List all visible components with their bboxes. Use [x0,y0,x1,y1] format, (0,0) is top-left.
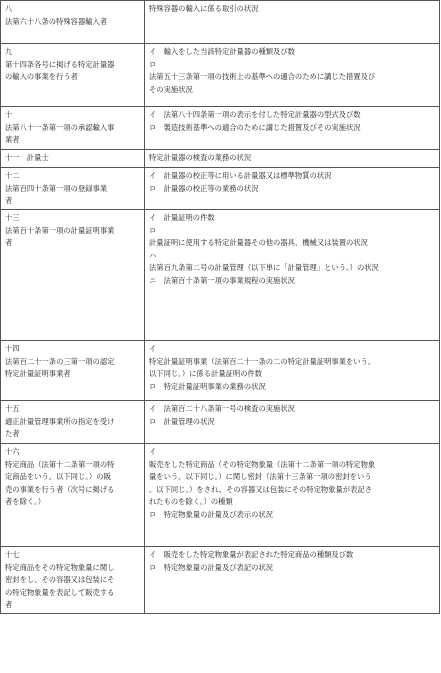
subject-text-line: 九 [5,47,13,56]
subject-text-line: 特定商品（法第十二条第一項の特 [5,459,115,469]
table-row [1,44,440,107]
matters-text-line: れたものを除く。）の種類 [149,497,233,507]
subject-text-line: 十六 [5,447,20,456]
matters-cell [145,444,440,547]
matters-cell [145,1,440,44]
table-row [1,401,440,444]
table-row [1,1,440,44]
table-body [1,1,440,614]
subject-cell [1,401,145,444]
subject-text-line: 十一 計量士 [5,153,49,162]
subject-text-line: 適正計量管理事業所の指定を受け [5,416,115,426]
matters-text-line: ニ 法第百十条第一項の事業規程の実施状況 [149,275,295,285]
subject-text-line: 十五 [5,404,20,413]
matters-text-line: 特定計量器の検査の業務の状況 [149,153,252,162]
subject-text-line: 法第百二十一条の三第一項の認定 [5,356,115,366]
subject-text-line: 者 [5,600,13,610]
subject-cell [1,44,145,107]
matters-text-line: その実施状況 [149,84,193,94]
matters-cell [145,107,440,150]
subject-text-line: 第十四条各号に掲げる特定計量器 [5,59,115,69]
matters-cell [145,210,440,341]
subject-text-line: 十三 [5,213,20,222]
subject-text-line: 特定計量証明事業者 [5,369,71,379]
table-row [1,547,440,614]
matters-text-line: 量をいう。以下同じ。）に関し密封（法第十三条第一項の密封をいう [149,472,372,482]
matters-text-line: ロ 計量器の校正等の業務の状況 [149,183,259,193]
table-row [1,107,440,150]
matters-text-line: 以下同じ。）に係る計量証明の件数 [149,369,263,379]
matters-text-line: イ [149,344,157,353]
subject-text-line: 特定商品をその特定物象量に関し [5,562,115,572]
matters-text-line: ロ 特定計量証明事業の業務の状況 [149,381,266,391]
matters-text-line: ロ 計量管理の状況 [149,416,215,426]
subject-text-line: 者 [5,238,13,248]
subject-text-line: の輸入の事業を行う者 [5,72,78,82]
subject-cell [1,547,145,614]
matters-text-line: ロ 製造技術基準への適合のために講じた措置及びその実施状況 [149,122,361,132]
matters-cell [145,150,440,168]
subject-cell [1,1,145,44]
matters-text-line: ロ 特定物象量の計量及び表示の状況 [149,509,274,519]
subject-text-line: 法第百十条第一項の計量証明事業 [5,225,115,235]
matters-cell [145,168,440,210]
subject-text-line: 十 [5,110,13,119]
matters-text-line: ロ [149,59,157,69]
matters-cell [145,547,440,614]
subject-text-line: 密封をし、その容器又は包装にそ [5,575,115,585]
matters-text-line: 。以下同じ。）をされ、その容器又は包装にその特定物象量が表記さ [149,484,372,494]
table-row [1,168,440,210]
matters-text-line: イ 計量証明の件数 [149,213,215,222]
matters-cell [145,341,440,401]
matters-cell [145,44,440,107]
subject-text-line: 十二 [5,171,20,180]
subject-text-line: 業者 [5,135,20,145]
subject-cell [1,150,145,168]
subject-text-line: 者を除く。） [5,497,45,507]
subject-text-line: の特定物象量を表記して販売する [5,587,115,597]
matters-text-line: ロ [149,225,157,235]
subject-cell [1,168,145,210]
subject-text-line: 十四 [5,344,20,353]
subject-text-line: 八 [5,4,13,13]
matters-text-line: イ 法第百二十八条第一号の検査の実施状況 [149,404,295,413]
subject-cell [1,107,145,150]
matters-text-line: ロ 特定物象量の計量及び表記の状況 [149,562,274,572]
subject-text-line: 十七 [5,550,20,559]
subject-text-line: 法第六十八条の特殊容器輸入者 [5,16,108,26]
matters-text-line: 計量証明に使用する特定計量器その他の器具、機械又は装置の状況 [149,238,368,248]
subject-text-line: 者 [5,196,13,206]
table-row [1,210,440,341]
matters-cell [145,401,440,444]
matters-text-line: 法第五十三条第一項の技術上の基準への適合のために講じた措置及び [149,72,376,82]
subject-text-line: た者 [5,429,20,439]
table-row [1,444,440,547]
matters-text-line: 特殊容器の輸入に係る取引の状況 [149,4,259,13]
table-row [1,150,440,168]
subject-text-line: 法第八十一条第一項の承認輸入事 [5,122,115,132]
matters-text-line: イ [149,447,157,456]
table-row [1,341,440,401]
subject-cell [1,210,145,341]
matters-text-line: イ 輸入をした当該特定計量器の種類及び数 [149,47,295,56]
matters-text-line: 法第百九条第二号の計量管理（以下単に「計量管理」という。）の状況 [149,263,379,273]
subject-text-line: 法第百四十条第一項の登録事業 [5,183,108,193]
matters-text-line: イ 販売をした特定物象量が表記された特定商品の種類及び数 [149,550,354,559]
subject-text-line: 定商品をいう。以下同じ。）の販 [5,472,111,482]
matters-text-line: 特定計量証明事業（法第百二十一条の二の特定計量証明事業をいう。 [149,356,376,366]
subject-cell [1,444,145,547]
subject-text-line: 売の事業を行う者（次号に掲げる [5,484,115,494]
matters-text-line: イ 計量器の校正等に用いる計量器又は標準物質の状況 [149,171,332,180]
matters-text-line: 販売をした特定商品（その特定物象量（法第十二条第一項の特定物象 [149,459,376,469]
subject-cell [1,341,145,401]
matters-text-line: ハ [149,250,157,260]
matters-text-line: イ 法第八十四条第一項の表示を付した特定計量器の型式及び数 [149,110,361,119]
